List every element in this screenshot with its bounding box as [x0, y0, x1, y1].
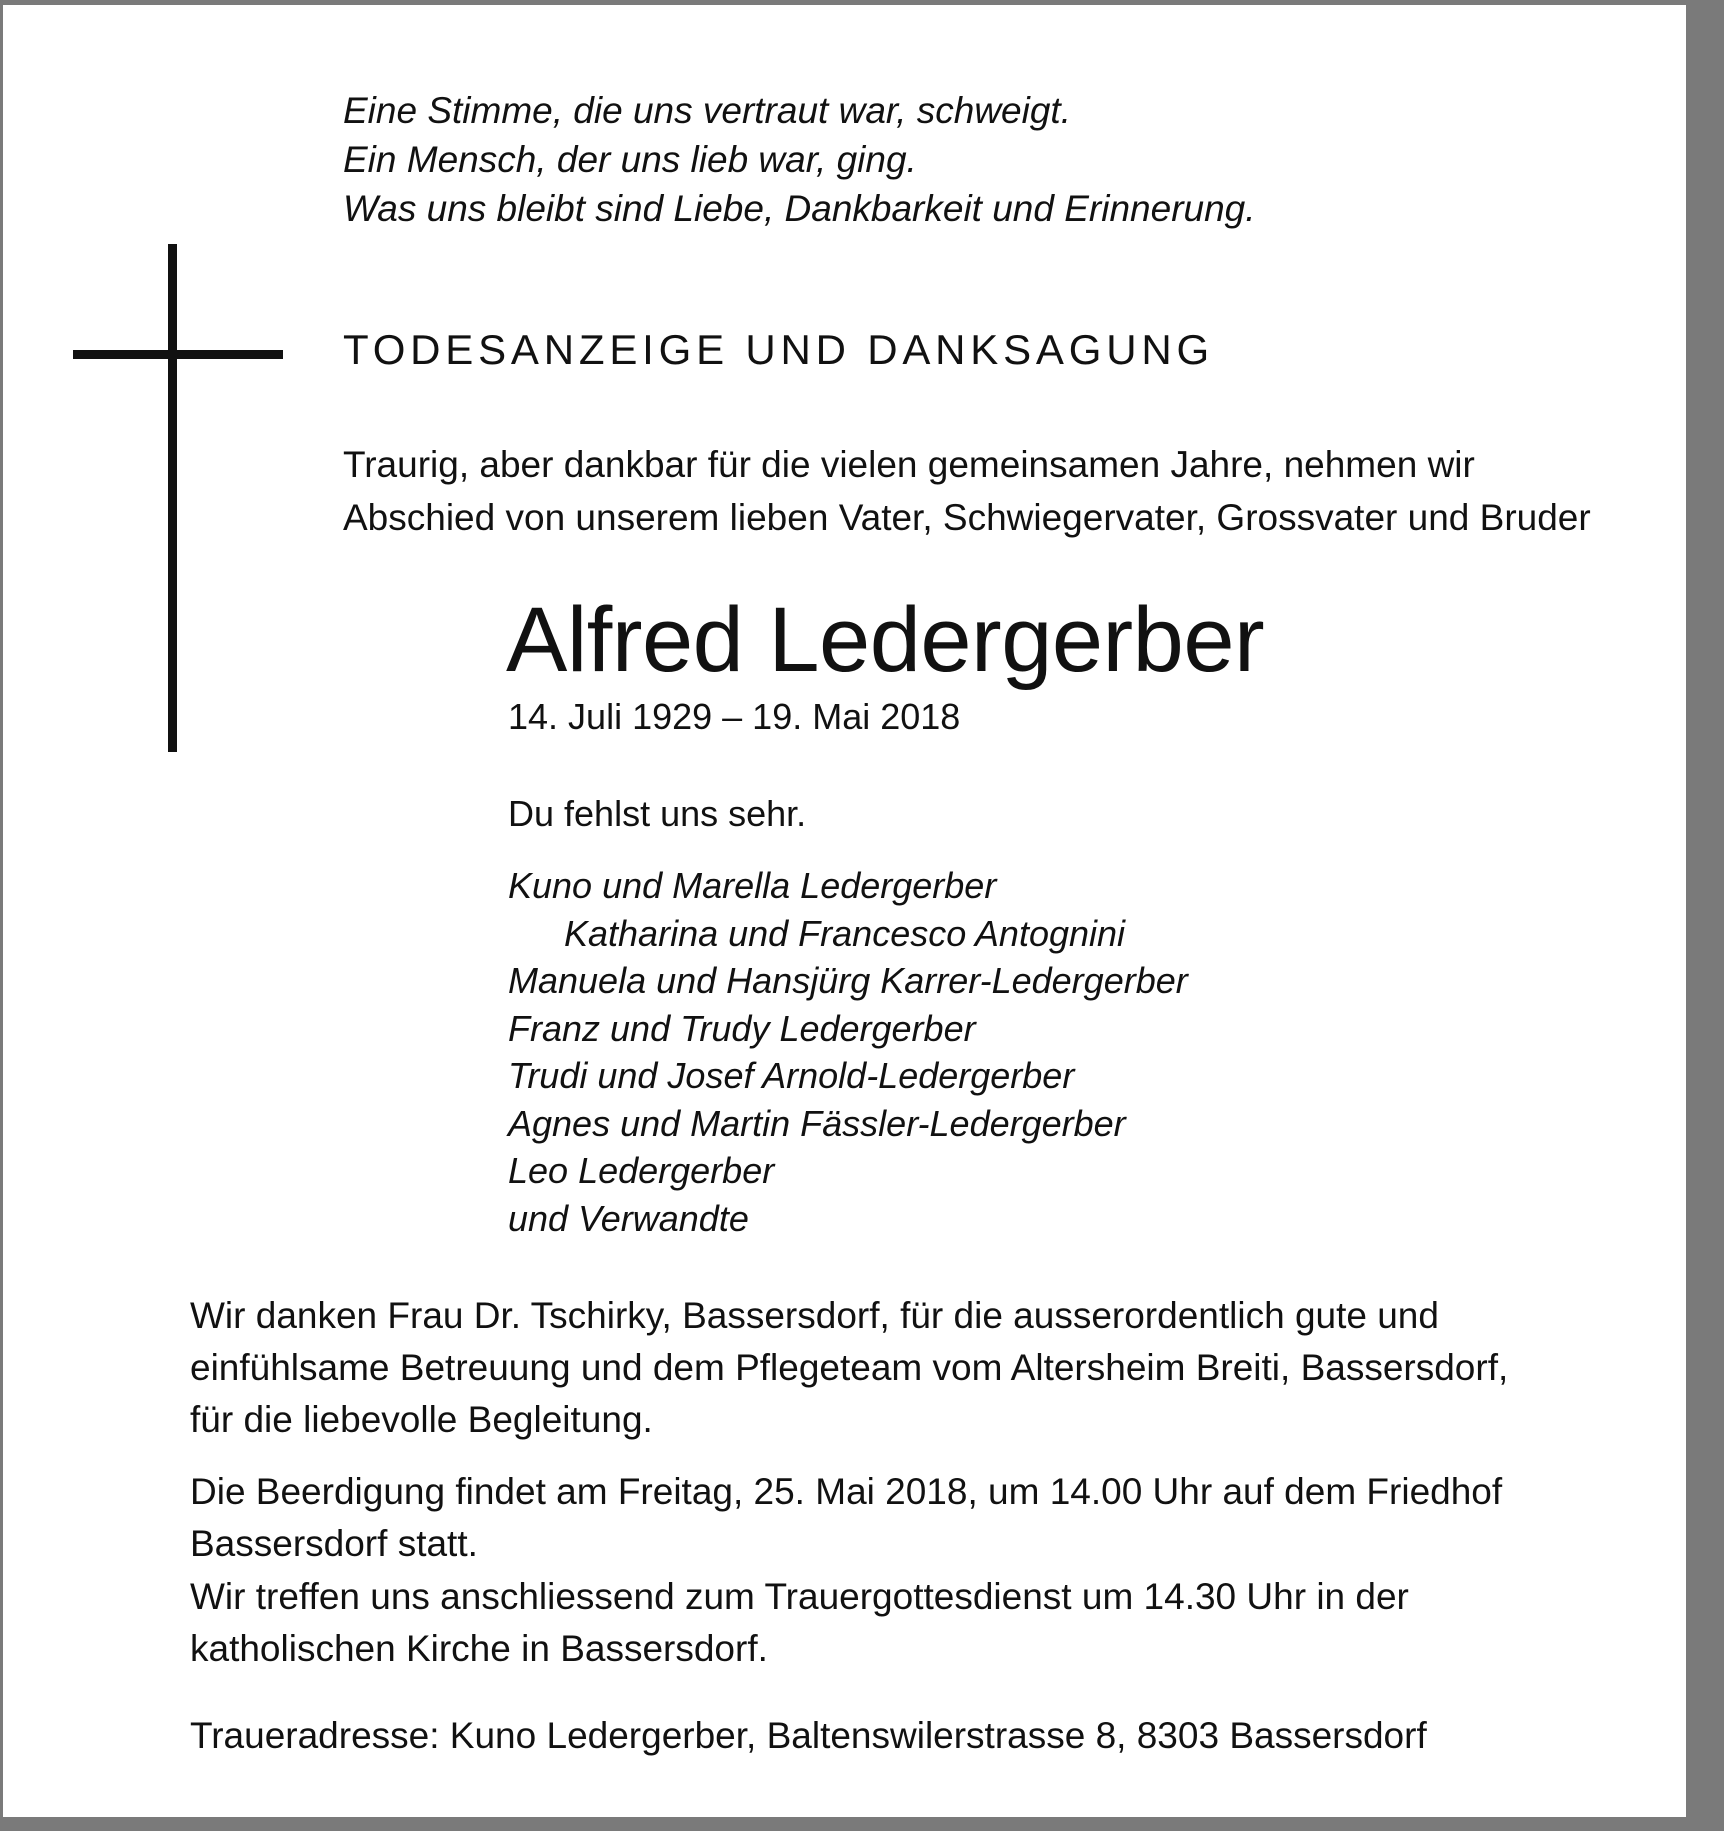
mourner-entry: Trudi und Josef Arnold-Ledergerber [508, 1055, 1075, 1096]
burial-paragraph [190, 1466, 1502, 1570]
poem-line: Eine Stimme, die uns vertraut war, schweigt. [343, 90, 1071, 131]
poem-line: Ein Mensch, der uns lieb war, ging. [343, 139, 917, 180]
mourner-entry: und Verwandte [508, 1197, 749, 1239]
mourner-entry: Leo Ledergerber [508, 1150, 775, 1191]
mourner-entry: Manuela und Hansjürg Karrer-Ledergerber [508, 960, 1188, 1001]
life-dates: 14. Juli 1929 – 19. Mai 2018 [508, 696, 961, 737]
thanks-line: einfühlsame Betreuung und dem Pflegeteam vom Altersheim Breiti, Bassersdorf, [190, 1347, 1509, 1388]
burial-line: Bassersdorf statt. [190, 1523, 478, 1564]
thanks-line: Wir danken Frau Dr. Tschirky, Bassersdorf, für die ausserordentlich gute und [190, 1295, 1439, 1336]
mourner-entry: Kuno und Marella Ledergerber [508, 865, 997, 906]
missed-line: Du fehlst uns sehr. [508, 793, 807, 834]
mourner-entry: Katharina und Francesco Antognini [564, 912, 1126, 954]
cross-horizontal-bar [73, 350, 283, 359]
mourner-entry: Franz und Trudy Ledergerber [508, 1007, 976, 1049]
cross-vertical-bar [168, 244, 177, 752]
mourning-address: Traueradresse: Kuno Ledergerber, Baltenswilerstrasse 8, 8303 Bassersdorf [190, 1715, 1427, 1756]
thanks-paragraph [190, 1290, 1508, 1446]
intro-text [343, 438, 1591, 544]
deceased-name: Alfred Ledergerber [506, 589, 1265, 691]
notice-heading: TODESANZEIGE UND DANKSAGUNG [343, 326, 1214, 373]
mourners-list [508, 862, 1188, 1242]
poem-line: Was uns bleibt sind Liebe, Dankbarkeit und Erinnerung. [343, 188, 1256, 229]
service-line: Wir treffen uns anschliessend zum Trauergottesdienst um 14.30 Uhr in der [190, 1576, 1409, 1617]
poem [343, 86, 1256, 233]
intro-line: Abschied von unserem lieben Vater, Schwiegervater, Grossvater und Bruder [343, 497, 1591, 538]
burial-line: Die Beerdigung findet am Freitag, 25. Mai 2018, um 14.00 Uhr auf dem Friedhof [190, 1471, 1503, 1512]
service-line: katholischen Kirche in Bassersdorf. [190, 1628, 768, 1669]
intro-line: Traurig, aber dankbar für die vielen gemeinsamen Jahre, nehmen wir [343, 444, 1475, 485]
service-paragraph [190, 1571, 1409, 1675]
thanks-line: für die liebevolle Begleitung. [190, 1399, 653, 1440]
mourner-entry: Agnes und Martin Fässler-Ledergerber [508, 1102, 1126, 1144]
